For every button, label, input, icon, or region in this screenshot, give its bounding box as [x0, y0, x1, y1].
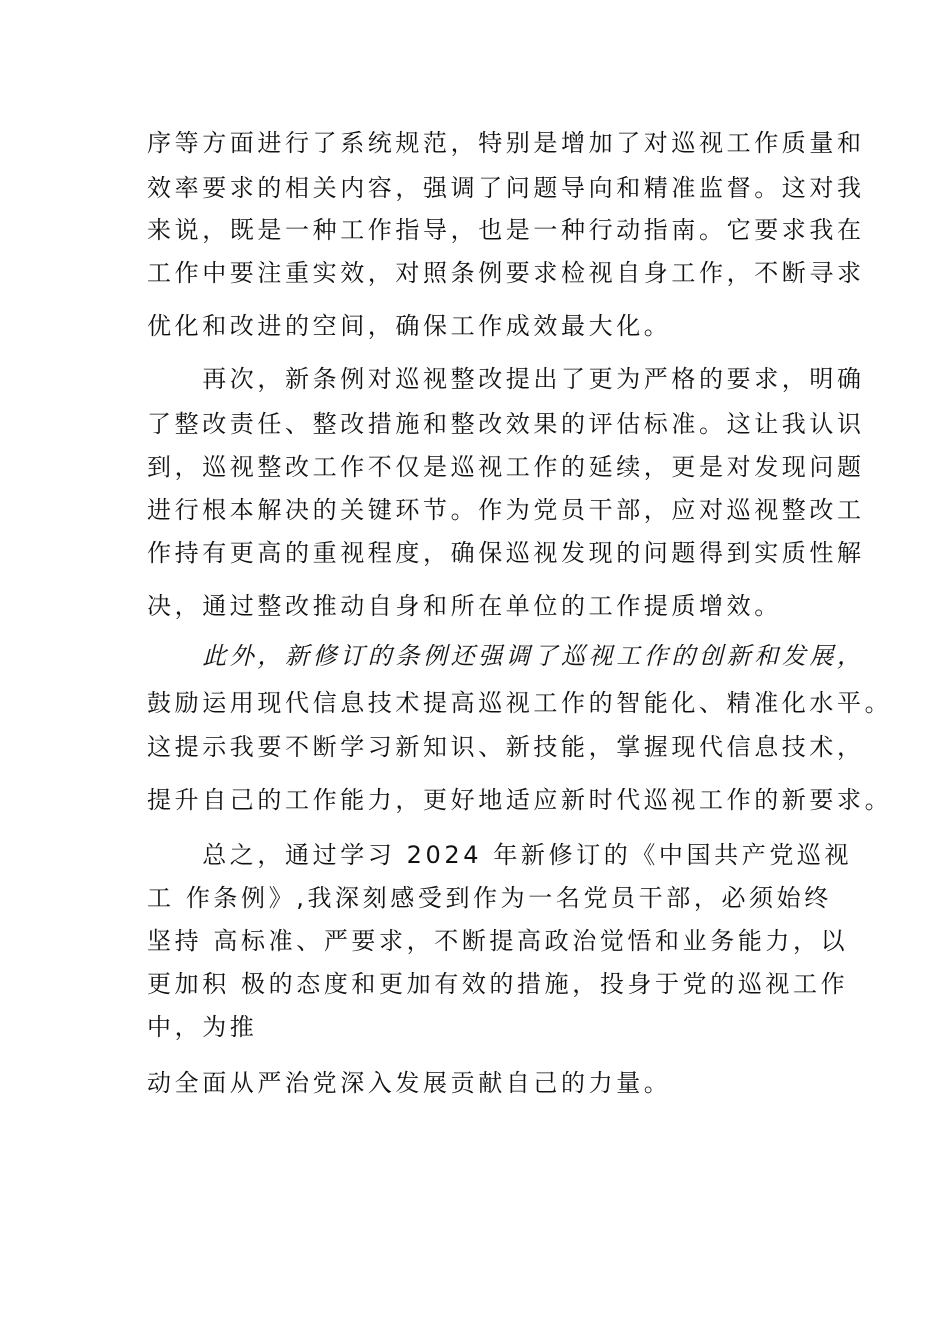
- text-line: 坚持 高标准、严要求，不断提高政治觉悟和业务能力，以: [147, 927, 849, 955]
- text-line: 来说，既是一种工作指导，也是一种行动指南。它要求我在: [147, 216, 865, 244]
- text-line: 此外，新修订的条例还强调了巡视工作的创新和发展，: [147, 642, 865, 670]
- text-line: 作持有更高的重视程度，确保巡视发现的问题得到实质性解: [147, 539, 865, 567]
- text-line: 中，为推: [147, 1013, 258, 1041]
- text-line: 工 作条例》,我深刻感受到作为一名党员干部，必须始终: [147, 884, 832, 912]
- text-line: 这提示我要不断学习新知识、新技能，掌握现代信息技术，: [147, 733, 865, 761]
- text-line: 了整改责任、整改措施和整改效果的评估标准。这让我认识: [147, 410, 865, 438]
- text-line: 动全面从严治党深入发展贡献自己的力量。: [147, 1069, 672, 1097]
- text-line: 效率要求的相关内容，强调了问题导向和精准监督。这对我: [147, 174, 865, 202]
- text-line: 总之，通过学习 2024 年新修订的《中国共产党巡视: [147, 841, 853, 869]
- text-line: 序等方面进行了系统规范，特别是增加了对巡视工作质量和: [147, 129, 865, 157]
- text-line: 优化和改进的空间，确保工作成效最大化。: [147, 312, 672, 340]
- text-line: 鼓励运用现代信息技术提高巡视工作的智能化、精准化水平。: [147, 689, 893, 717]
- text-line: 再次，新条例对巡视整改提出了更为严格的要求，明确: [147, 365, 865, 393]
- text-line: 工作中要注重实效，对照条例要求检视自身工作，不断寻求: [147, 259, 865, 287]
- text-line: 提升自己的工作能力，更好地适应新时代巡视工作的新要求。: [147, 786, 893, 814]
- text-line: 决，通过整改推动自身和所在单位的工作提质增效。: [147, 592, 782, 620]
- text-line: 更加积 极的态度和更加有效的措施，投身于党的巡视工作: [147, 970, 849, 998]
- text-line: 进行根本解决的关键环节。作为党员干部，应对巡视整改工: [147, 496, 865, 524]
- text-line: 到，巡视整改工作不仅是巡视工作的延续，更是对发现问题: [147, 453, 865, 481]
